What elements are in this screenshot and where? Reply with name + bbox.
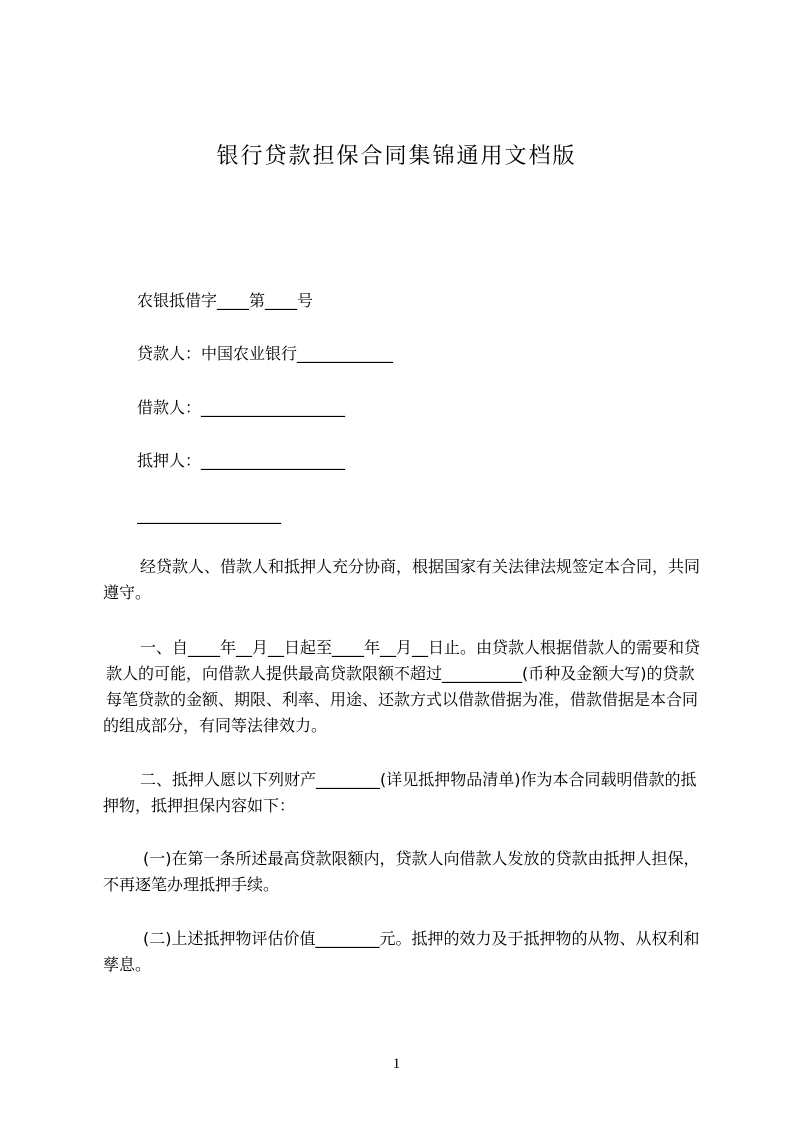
paragraph-line: 押物，抵押担保内容如下： — [103, 796, 296, 815]
paragraph-line: 一、自____年__月__日起至____年__月__日止。由贷款人根据借款人的需要和贷 — [140, 638, 701, 657]
paragraph-line: 不再逐笔办理抵押手续。 — [103, 875, 280, 894]
paragraph-line: 每笔贷款的金额、期限、利率、用途、还款方式以借款借据为准，借款借据是本合同 — [106, 690, 699, 709]
paragraph-line: 的组成部分，有同等法律效力。 — [103, 716, 328, 735]
mortgagor-line: 抵押人：__________________ — [137, 451, 346, 470]
contract-number-line: 农银抵借字____第____号 — [137, 291, 314, 310]
paragraph-line: 款人的可能，向借款人提供最高贷款限额不超过__________(币种及金额大写)的贷款 — [106, 664, 695, 683]
paragraph-line: (二)上述抵押物评估价值________元。抵押的效力及于抵押物的从物、从权利和 — [143, 929, 700, 948]
paragraph-line: 二、抵押人愿以下列财产________(详见抵押物品清单)作为本合同载明借款的抵 — [140, 770, 697, 789]
paragraph-line: (一)在第一条所述最高贷款限额内，贷款人向借款人发放的贷款由抵押人担保， — [143, 849, 700, 868]
borrower-line: 借款人：__________________ — [137, 398, 346, 417]
lender-line: 贷款人：中国农业银行____________ — [137, 344, 394, 363]
blank-fill-line: __________________ — [137, 505, 281, 524]
paragraph-line: 遵守。 — [103, 583, 152, 602]
document-title: 银行贷款担保合同集锦通用文档版 — [216, 144, 577, 169]
page-number: 1 — [392, 1056, 401, 1072]
paragraph-line: 孳息。 — [103, 955, 152, 974]
paragraph-line: 经贷款人、借款人和抵押人充分协商，根据国家有关法律法规签定本合同，共同 — [140, 557, 701, 576]
